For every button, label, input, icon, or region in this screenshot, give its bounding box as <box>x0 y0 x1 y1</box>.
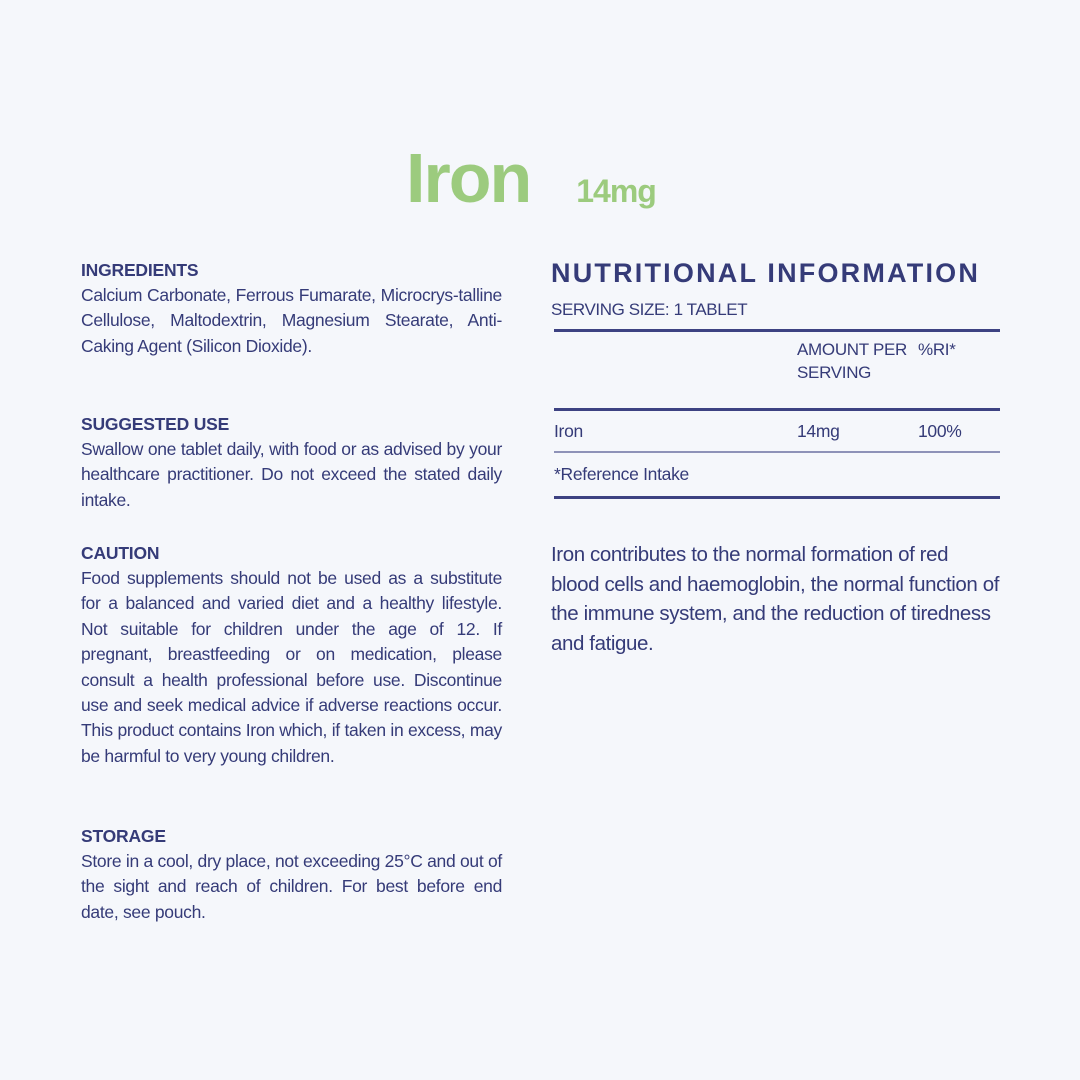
header-ri: %RI* <box>918 340 956 359</box>
nutrition-table <box>551 329 1000 499</box>
header-amount: AMOUNT PER SERVING <box>797 340 908 382</box>
serving-size: SERVING SIZE: 1 TABLET <box>551 300 748 319</box>
suggested-use-heading: SUGGESTED USE <box>81 414 230 434</box>
nutrient-name: Iron <box>554 420 583 441</box>
table-row <box>554 411 1000 451</box>
caution-section <box>81 542 502 769</box>
ingredients-section <box>81 259 502 359</box>
storage-text: Store in a cool, dry place, not exceeding 25°C and out of the sight and reach of children. For best before end date, see pouch. <box>81 851 502 922</box>
table-footnote: *Reference Intake <box>554 463 689 484</box>
storage-section <box>81 825 502 925</box>
header-name <box>554 338 797 408</box>
product-dose: 14mg <box>576 173 656 209</box>
nutrition-title: NUTRITIONAL INFORMATION <box>551 258 981 288</box>
nutrition-panel <box>551 256 1000 499</box>
ingredients-text: Calcium Carbonate, Ferrous Fumarate, Microcrys-talline Cellulose, Maltodextrin, Magnesium Stearate, Anti-Caking Agent (Silicon Dioxide). <box>81 285 502 356</box>
ingredients-heading: INGREDIENTS <box>81 260 199 280</box>
suggested-use-section <box>81 413 502 513</box>
caution-text: Food supplements should not be used as a substitute for a balanced and varied diet and a healthy lifestyle. Not suitable for children under the age of 12. If pregnant, breastfeeding or on medication, please consult a health professional before use. Discontinue use and seek medical advice if adverse reactions occur. This product contains Iron which, if taken in excess, may be harmful to very young children. <box>81 568 502 766</box>
product-title <box>406 139 656 217</box>
storage-heading: STORAGE <box>81 826 166 846</box>
caution-heading: CAUTION <box>81 543 160 563</box>
suggested-use-text: Swallow one tablet daily, with food or as advised by your healthcare practitioner. Do not exceed the stated daily intake. <box>81 439 502 510</box>
product-name: Iron <box>406 139 531 217</box>
nutrient-ri: 100% <box>918 420 962 441</box>
table-rule-bottom <box>554 496 1000 499</box>
benefit-claim: Iron contributes to the normal formation of red blood cells and haemoglobin, the normal function of the immune system, and the reduction of tiredness and fatigue. <box>551 543 999 655</box>
table-header-row <box>554 332 1000 408</box>
nutrient-amount: 14mg <box>797 420 840 441</box>
